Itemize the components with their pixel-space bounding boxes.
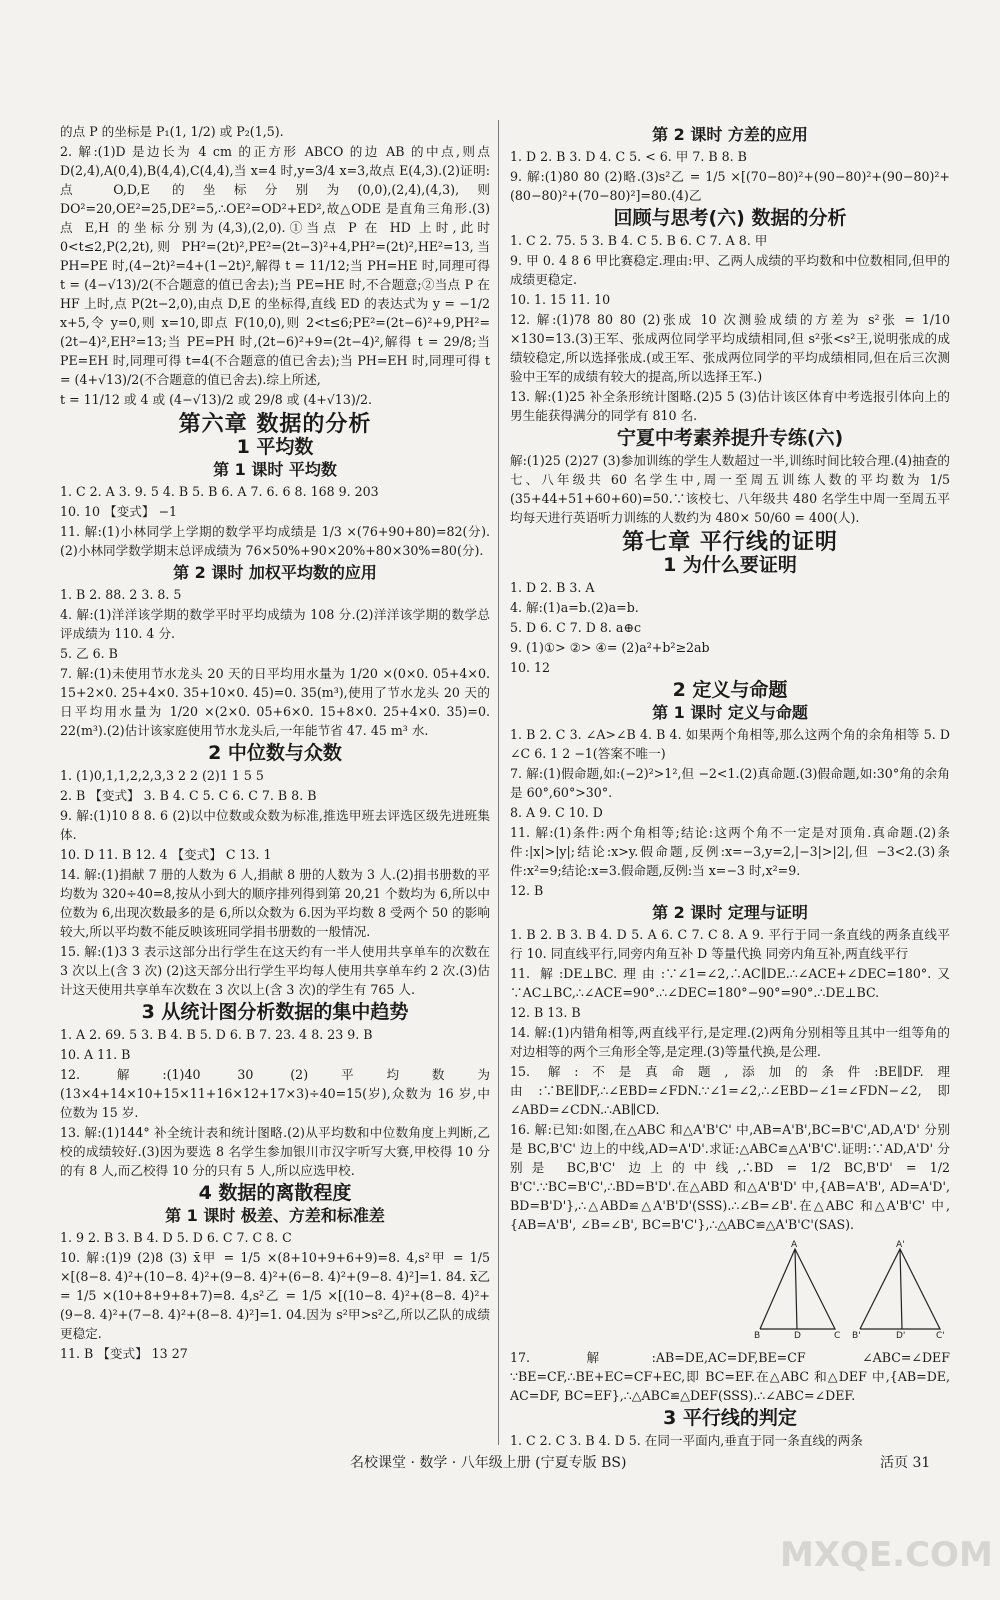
figure-label: B' — [852, 1331, 861, 1339]
answer-line: 12. 解:(1)78 80 80 (2)张成 10 次测验成绩的方差为 s²张 = 1/10 ×130=13.(3)王军、张成两位同学平均成绩相同,但 s²张<s²王,说明张成的成绩较稳定,所以选择张成.(或王军、张成两位同学的平均成绩相同,但在后三次测验中王军的成绩有较大的提高,所以选择王军.) — [510, 312, 950, 384]
answer-line: 1. C 2. C 3. B 4. D 5. 在同一平面内,垂直于同一条直线的两条 — [510, 1433, 863, 1448]
answer-line: 12. B 13. B — [510, 1005, 581, 1020]
lesson-title: 第 2 课时 定理与证明 — [652, 903, 808, 922]
lesson-title: 第 1 课时 平均数 — [213, 460, 337, 479]
answer-line: 5. 乙 6. B — [60, 646, 118, 661]
lesson-title: 第 2 课时 加权平均数的应用 — [173, 563, 377, 582]
answer-line: 10. 1. 15 11. 10 — [510, 292, 611, 307]
figure-label: A' — [896, 1240, 905, 1250]
section-title: 2 定义与命题 — [672, 679, 788, 701]
section-title: 3 从统计图分析数据的集中趋势 — [141, 1001, 409, 1023]
section-title: 1 平均数 — [236, 436, 314, 458]
answer-line: 9. 甲 0. 4 8 6 甲比赛稳定.理由:甲、乙两人成绩的平均数和中位数相同,但甲的成绩更稳定. — [510, 253, 950, 287]
answer-line: 1. D 2. B 3. A — [510, 580, 595, 595]
column-divider — [498, 120, 499, 1445]
triangle-figure — [750, 1239, 950, 1339]
section-title: 4 数据的离散程度 — [198, 1182, 352, 1204]
book-title: 名校课堂 · 数学 · 八年级上册 (宁夏专版 BS) — [350, 1455, 627, 1471]
practice-title: 宁夏中考素养提升专练(六) — [616, 427, 844, 449]
section-title: 2 中位数与众数 — [208, 742, 342, 764]
answer-line: 10. A 11. B — [60, 1047, 131, 1062]
answer-line: 17. 解:AB=DE,AC=DF,BE=CF ∠ABC=∠DEF ∵BE=CF,∴BE+EC=CF+EC,即 BC=EF.在△ABC 和△DEF 中,{AB=DE, AC=DF, BC=EF},∴△ABC≌△DEF(SSS).∴∠ABC=∠DEF. — [510, 1350, 950, 1403]
figure-label: D — [794, 1331, 801, 1339]
answer-line: 1. B 2. C 3. ∠A>∠B 4. B 4. 如果两个角相等,那么这两个角的余角相等 5. D ∠C 6. 1 2 −1(答案不唯一) — [510, 727, 950, 761]
answer-line: 1. B 2. 88. 2 3. 8. 5 — [60, 587, 182, 602]
answer-line: 11. 解:DE⊥BC.理由:∵∠1=∠2,∴AC∥DE.∴∠ACE+∠DEC=180°.又∵AC⊥BC,∴∠ACE=90°.∴∠DEC=180°−90°=90°.∴DE⊥BC. — [510, 966, 950, 1000]
answer-line: 1. (1)0,1,1,2,2,3,3 2 2 (2)1 1 5 5 — [60, 768, 264, 783]
answer-line: 15. 解:不是真命题,添加的条件:BE∥DF.理由:∵BE∥DF,∴∠EBD=∠FDN.∵∠1=∠2,∴∠EBD−∠1=∠FDN−∠2,即∠ABD=∠CDN.∴AB∥CD. — [510, 1064, 950, 1117]
answer-line: 10. 10 【变式】 −1 — [60, 504, 178, 519]
section-title: 3 平行线的判定 — [663, 1407, 797, 1429]
answer-line: 4. 解:(1)洋洋该学期的数学平时平均成绩为 108 分.(2)洋洋该学期的数学总评成绩为 110. 4 分. — [60, 607, 490, 641]
answer-line: 14. 解:(1)内错角相等,两直线平行,是定理.(2)两角分别相等且其中一组等角的对边相等的两个三角形全等,是定理.(3)等量代换,是公理. — [510, 1025, 950, 1059]
answer-line: 1. 9 2. B 3. B 4. D 5. D 6. C 7. C 8. C — [60, 1230, 292, 1245]
answer-line: 1. C 2. 75. 5 3. B 4. C 5. B 6. C 7. A 8. 甲 — [510, 233, 768, 248]
figure-label: C — [834, 1331, 841, 1339]
figure-label: C' — [936, 1331, 945, 1339]
page-number: 活页 31 — [880, 1455, 931, 1471]
figure-label: B — [754, 1331, 761, 1339]
answer-line: 9. 解:(1)10 8 8. 6 (2)以中位数或众数为标准,推选甲班去评选区级先进班集体. — [60, 808, 490, 842]
left-column — [60, 122, 490, 1364]
lesson-title: 第 1 课时 极差、方差和标准差 — [165, 1206, 385, 1225]
figure-label: A — [791, 1240, 798, 1250]
review-title: 回顾与思考(六) 数据的分析 — [613, 207, 847, 229]
chapter-title: 第七章 平行线的证明 — [622, 530, 838, 555]
answer-line: 11. 解:(1)小林同学上学期的数学平均成绩是 1/3 ×(76+90+80)=82(分).(2)小林同学数学期末总评成绩为 76×50%+90×20%+80×30%=80(分). — [60, 524, 490, 558]
answer-line: 16. 解:已知:如图,在△ABC 和△A'B'C' 中,AB=A'B',BC=B'C',AD,A'D' 分别是 BC,B'C' 边上的中线,AD=A'D'.求证:△ABC≌△A'B'C'.证明:∵AD,A'D' 分别是 BC,B'C' 边上的中线,∴BD = 1/2 BC,B'D' = 1/2 B'C'.∵BC=B'C',∴BD=B'D'.在△ABD 和△A'B'D' 中,{AB=A'B', AD=A'D', BD=B'D'},∴△ABD≌△A'B'D'(SSS).∴∠B=∠B'.在△ABC 和△A'B'C' 中,{AB=A'B', ∠B=∠B', BC=B'C'},∴△ABC≌△A'B'C'(SAS). — [510, 1122, 950, 1232]
lesson-title: 第 1 课时 定义与命题 — [652, 703, 808, 722]
answer-line: 11. B 【变式】 13 27 — [60, 1346, 188, 1361]
answer-line: 10. D 11. B 12. 4 【变式】 C 13. 1 — [60, 847, 272, 862]
answer-line: 13. 解:(1)25 补全条形统计图略.(2)5 5 (3)估计该区体育中考选报引体向上的男生能获得满分的同学有 810 名. — [510, 389, 950, 423]
answer-line: 11. 解:(1)条件:两个角相等;结论:这两个角不一定是对顶角.真命题.(2)条件:|x|>|y|;结论:x>y.假命题,反例:x=−3,y=2,|−3|>|2|,但 −3<2.(3)条件:x²=9;结论:x=3.假命题,反例:当 x=−3 时,x²=9. — [510, 825, 950, 878]
answer-line: 1. D 2. B 3. D 4. C 5. < 6. 甲 7. B 8. B — [510, 149, 747, 164]
answer-line: 4. 解:(1)a=b.(2)a=b. — [510, 600, 639, 615]
answer-line: 8. A 9. C 10. D — [510, 805, 603, 820]
answer-line: 9. 解:(1)80 80 (2)略.(3)s²乙 = 1/5 ×[(70−80)²+(90−80)²+(90−80)²+(80−80)²+(70−80)²]=80.(4)乙 — [510, 169, 950, 203]
answer-line: 14. 解:(1)捐献 7 册的人数为 6 人,捐献 8 册的人数为 3 人.(2)捐书册数的平均数为 320÷40=8,按从小到大的顺序排列得到第 20,21 个数均为 6,所以中位数为 6,出现次数最多的是 6,所以众数为 6.因为平均数 8 受两个 50 的影响较大,所以平均数不能反映该班同学捐书册数的一般情况. — [60, 867, 490, 939]
figure-label: D' — [896, 1331, 906, 1339]
answer-line: 9. (1)①> ②> ④= (2)a²+b²≥2ab — [510, 640, 710, 655]
answer-line: 12. B — [510, 883, 544, 898]
answer-line: 10. 解:(1)9 (2)8 (3) x̄甲 = 1/5 ×(8+10+9+6+9)=8. 4,s²甲 = 1/5 ×[(8−8. 4)²+(10−8. 4)²+(9−8. 4)²+(6−8. 4)²+(9−8. 4)²]=1. 84. x̄乙 = 1/5 ×(10+8+9+8+7)=8. 4,s²乙 = 1/5 ×[(10−8. 4)²+(8−8. 4)²+(9−8. 4)²+(7−8. 4)²+(8−8. 4)²]=1. 04.因为 s²甲>s²乙,所以乙队的成绩更稳定. — [60, 1250, 490, 1341]
right-column — [510, 122, 950, 1451]
answer-line: 1. C 2. A 3. 9. 5 4. B 5. B 6. A 7. 6. 6 8. 168 9. 203 — [60, 484, 379, 499]
answer-line: 13. 解:(1)144° 补全统计表和统计图略.(2)从平均数和中位数角度上判断,乙校的成绩较好.(3)因为要选 8 名学生参加银川市汉字听写大赛,甲校得 10 分的有 8 人,而乙校得 10 分的只有 5 人,所以应选甲校. — [60, 1125, 490, 1178]
answer-line: 10. 12 — [510, 660, 551, 675]
answer-line: 2. 解:(1)D 是边长为 4 cm 的正方形 ABCO 的边 AB 的中点,则点 D(2,4),A(0,4),B(4,4),C(4,4),当 x=4 时,y=3/4 x=3,故点 E(4,3).(2)证明:点 O,D,E 的坐标分别为(0,0),(2,4),(4,3),则 DO²=20,OE²=25,DE²=5,∴OE²=OD²+ED²,故△ODE 是直角三角形.(3)点 E,H 的坐标分别为(4,3),(2,0).①当点 P 在 HD 上时,此时 0<t≤2,P(2,2t),则 PH²=(2t)²,PE²=(2t−3)²+4,PH²=(2t)²,HE²=13,当 PH=PE 时,(4−2t)²=4+(1−2t)²,解得 t = 11/12;当 PH=HE 时,同理可得 t = (4−√13)/2(不合题意的值已舍去);当 PE=HE 时,不合题意;②当点 P 在 HF 上时,点 P(2t−2,0),由点 D,E 的坐标得,直线 ED 的表达式为 y = −1/2 x+5,令 y=0,则 x=10,即点 F(10,0),则 2<t≤6;PE²=(2t−6)²+9,PH²=(2t−4)²,EH²=13;当 PE=PH 时,(2t−6)²+9=(2t−4)²,解得 t = 29/8;当 PE=EH 时,同理可得 t=4(不合题意的值已舍去);当 PH=EH 时,同理可得 t = (4+√13)/2(不合题意的值已舍去).综上所述, — [60, 144, 490, 387]
answer-line: 5. D 6. C 7. D 8. a⊕c — [510, 620, 642, 635]
answer-line: 7. 解:(1)假命题,如:(−2)²>1²,但 −2<1.(2)真命题.(3)假命题,如:30°角的余角是 60°,60°>30°. — [510, 766, 950, 800]
chapter-title: 第六章 数据的分析 — [178, 412, 372, 437]
lesson-title: 第 2 课时 方差的应用 — [652, 125, 808, 144]
answer-line: 15. 解:(1)3 3 表示这部分出行学生在这天约有一半人使用共享单车的次数在 3 次以上(含 3 次) (2)这天部分出行学生平均每人使用共享单车约 2 次.(3)估计这天使用共享单车次数在 3 次以上(含 3 次)的学生有 765 人. — [60, 944, 490, 997]
answer-line: 的点 P 的坐标是 P₁(1, 1/2) 或 P₂(1,5). — [60, 124, 284, 139]
answer-line: 1. A 2. 69. 5 3. B 4. B 5. D 6. B 7. 23. 4 8. 23 9. B — [60, 1027, 373, 1042]
answer-line: 2. B 【变式】 3. B 4. C 5. C 6. C 7. B 8. B — [60, 788, 317, 803]
watermark-logo: MXQE.COM — [780, 1535, 993, 1575]
answer-line: t = 11/12 或 4 或 (4−√13)/2 或 29/8 或 (4+√13)/2. — [60, 392, 373, 407]
section-title: 1 为什么要证明 — [663, 554, 797, 576]
answer-line: 12. 解:(1)40 30 (2)平均数为(13×4+14×10+15×11+16×12+17×3)÷40=15(岁),众数为 16 岁,中位数为 15 岁. — [60, 1067, 490, 1120]
answer-line: 1. B 2. B 3. B 4. D 5. A 6. C 7. C 8. A 9. 平行于同一条直线的两条直线平行 10. 同直线平行,同旁内角互补 D 等量代换 同旁内角互补,两直线平行 — [510, 927, 950, 961]
answer-line: 7. 解:(1)未使用节水龙头 20 天的日平均用水量为 1/20 ×(0×0. 05+4×0. 15+2×0. 25+4×0. 35+10×0. 45)=0. 35(m³),使用了节水龙头 20 天的日平均用水量为 1/20 ×(2×0. 05+6×0. 15+8×0. 25+4×0. 35)=0. 22(m³).(2)估计该家庭使用节水龙头后,一年能节省 47. 45 m³ 水. — [60, 666, 490, 738]
answer-line: 解:(1)25 (2)27 (3)参加训练的学生人数超过一半,训练时间比较合理.(4)抽查的七、八年级共 60 名学生中,周一至周五训练人数的平均数为 1/5 (35+44+51+60+60)=50.∵该校七、八年级共 480 名学生中周一至周五平均每天进行英语听力训练的人数约为 480× 50/60 = 400(人). — [510, 453, 950, 525]
